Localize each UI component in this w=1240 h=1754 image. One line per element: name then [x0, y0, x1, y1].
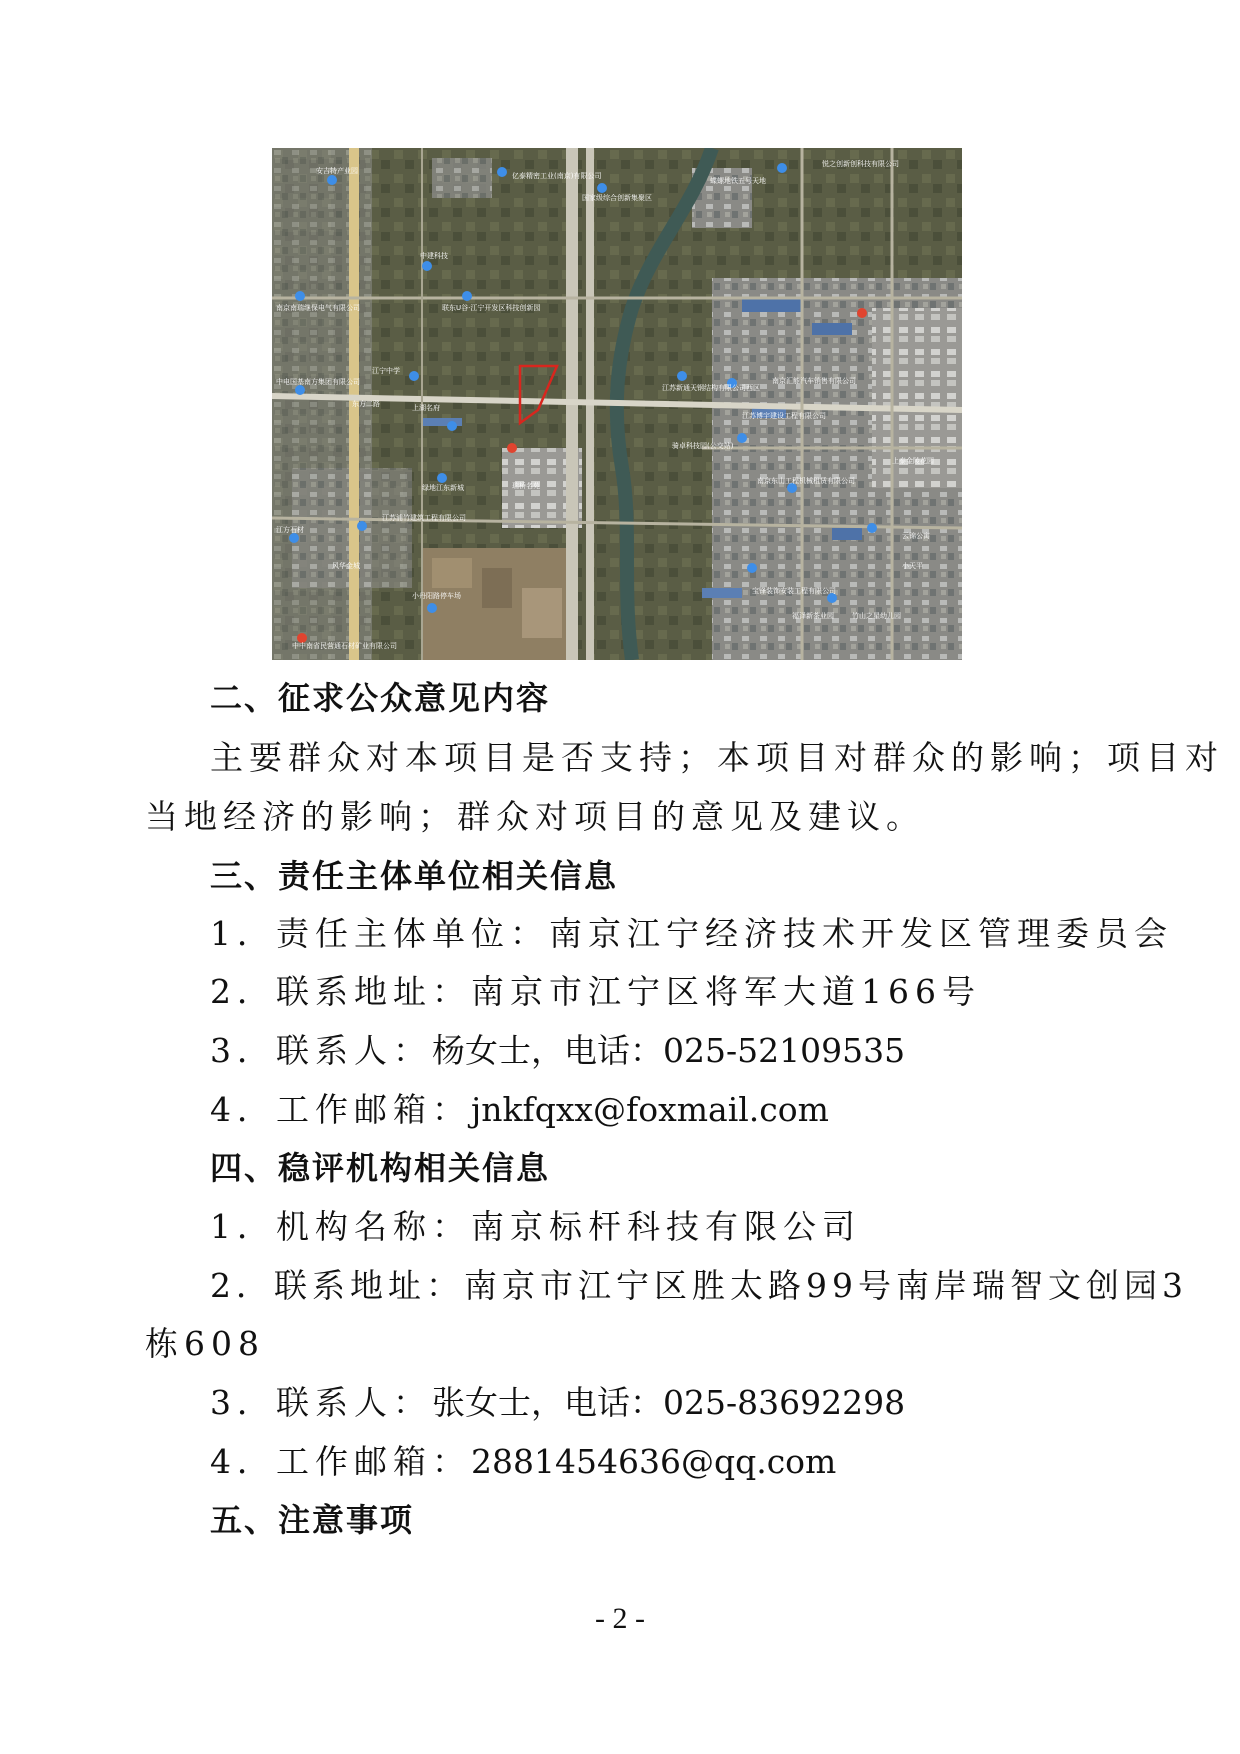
email-link[interactable]: jnkfqxx@foxmail.com [471, 1090, 829, 1129]
map-label: 江方石材 [276, 526, 304, 534]
section-2-body-line2: 当地经济的影响；群众对项目的意见及建议。 [145, 797, 925, 836]
map-label: 小丹阳路停车场 [412, 592, 461, 600]
item-label: 4．工作邮箱： [210, 1442, 471, 1481]
satellite-map [272, 148, 962, 660]
map-label: 竹山之星幼儿园 [852, 612, 901, 620]
section-3-item-2 [210, 972, 981, 1012]
map-label: 东方二路 [352, 400, 380, 408]
item-value: 张女士，电话：025-83692298 [432, 1383, 906, 1422]
map-label: 国家级综合创新集聚区 [582, 194, 652, 202]
item-value: 南京市江宁区将军大道166号 [471, 972, 981, 1011]
map-label: 中中南省民营通石材矿业有限公司 [292, 642, 397, 650]
map-label: 上湖名府 [412, 404, 440, 412]
map-label: 中电国基南方集团有限公司 [276, 378, 360, 386]
item-label: 1．责任主体单位： [210, 914, 549, 953]
item-label: 1．机构名称： [210, 1207, 471, 1246]
map-label: 云锦公寓 [902, 532, 930, 540]
page-number: - 2 - [595, 1602, 645, 1635]
section-4-heading: 四、稳评机构相关信息 [210, 1149, 551, 1187]
item-label: 3．联系人： [210, 1031, 432, 1070]
section-4-item-4 [210, 1442, 836, 1482]
section-4-item-1 [210, 1207, 861, 1247]
map-label: 江宁中学 [372, 367, 400, 375]
item-label: 2．联系地址： [210, 1266, 464, 1305]
section-5-heading: 五、注意事项 [210, 1501, 415, 1539]
map-label: 南京汇能汽车销售有限公司 [772, 377, 856, 385]
map-label: 安吉特产业园 [316, 167, 358, 175]
item-label: 2．联系地址： [210, 972, 471, 1011]
map-label: 江苏新通天钢结构有限公司西区 [662, 384, 760, 392]
map-label: 福泽新茶业园 [792, 612, 834, 620]
item-value: 南京市江宁区胜太路99号南岸瑞智文创园3 [464, 1266, 1188, 1305]
satellite-map-graphic [272, 148, 962, 660]
map-label: 上泰金陵花园 [892, 457, 934, 465]
map-label: 绿地江东新城 [422, 484, 464, 492]
map-label: 亿泰精密工业(南京)有限公司 [512, 172, 602, 180]
item-value: 杨女士，电话：025-52109535 [432, 1031, 906, 1070]
map-label: 风华金城 [332, 562, 360, 570]
map-label: 宝锋装饰安装工程有限公司 [752, 587, 836, 595]
section-3-item-4 [210, 1090, 829, 1130]
section-4-item-2-cont: 栋608 [145, 1324, 265, 1363]
map-label: 江苏博宇建设工程有限公司 [742, 412, 826, 420]
item-label: 4．工作邮箱： [210, 1090, 471, 1129]
item-value: 南京标杆科技有限公司 [471, 1207, 861, 1246]
map-label: 蝶螺地铁五号天地 [710, 177, 766, 185]
map-label: 南京东山工程机械租赁有限公司 [757, 477, 855, 485]
section-2-heading: 二、征求公众意见内容 [210, 679, 551, 717]
map-label: 南京南瑞继保电气有限公司 [276, 304, 360, 312]
section-3-item-1 [210, 914, 1173, 954]
item-value: 南京江宁经济技术开发区管理委员会 [549, 914, 1173, 953]
section-4-item-2 [210, 1266, 1188, 1306]
map-label: 悦之创新创科技有限公司 [822, 160, 899, 168]
map-label: 骑卓科技园(公交站) [672, 442, 734, 450]
section-3-heading: 三、责任主体单位相关信息 [210, 857, 619, 895]
email-link[interactable]: 2881454636@qq.com [471, 1442, 837, 1481]
section-3-item-3 [210, 1031, 905, 1071]
section-4-item-3 [210, 1383, 905, 1423]
map-label: 小天平 [902, 562, 923, 570]
map-label: 中建科技 [420, 252, 448, 260]
map-label: 江苏浦竹建筑工程有限公司 [382, 514, 466, 522]
section-2-body-line1: 主要群众对本项目是否支持；本项目对群众的影响；项目对 [210, 738, 1224, 777]
map-label: 联东U谷·江宁开发区科技创新园 [442, 304, 541, 312]
item-label: 3．联系人： [210, 1383, 432, 1422]
map-label: 瑞桥名苑 [512, 482, 540, 490]
